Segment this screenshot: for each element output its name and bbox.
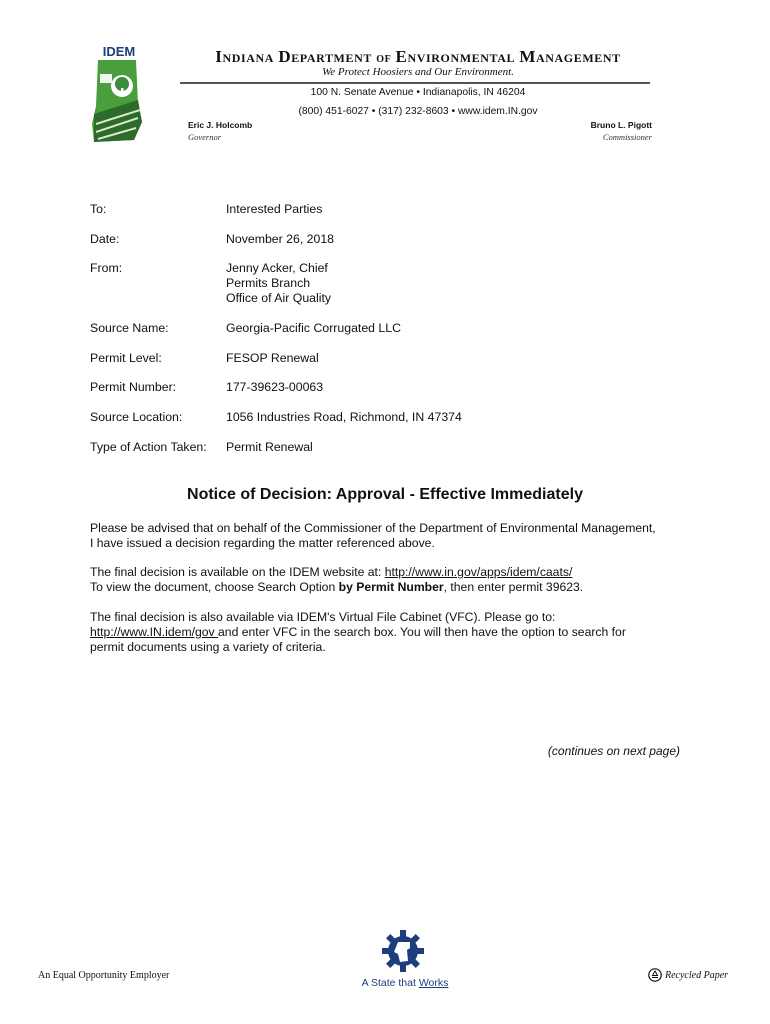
action-value: Permit Renewal	[226, 440, 313, 454]
state-that-works-text	[355, 977, 455, 989]
p2-line-1	[90, 565, 690, 580]
contact-line: (800) 451-6027 • (317) 232-8603 • www.idem.IN.gov	[298, 106, 538, 117]
state-prefix: A State that	[361, 977, 419, 989]
commissioner-role: Commissioner	[602, 132, 652, 142]
permit-level-label: Permit Level:	[90, 351, 162, 365]
source-location-value: 1056 Industries Road, Richmond, IN 47374	[226, 410, 462, 424]
p3-line2-suffix: and enter VFC in the search box. You will then have the option to search for	[218, 625, 626, 639]
p3-line-3: permit documents using a variety of criteria.	[90, 640, 326, 654]
dept-word-5: Management	[519, 47, 621, 66]
p2-line2-prefix: To view the document, choose Search Option	[90, 580, 339, 594]
recycle-icon	[648, 968, 662, 982]
source-location-label: Source Location:	[90, 410, 183, 424]
vfc-link[interactable]: http://www.IN.idem/gov	[90, 625, 219, 639]
continues-note: (continues on next page)	[547, 744, 680, 758]
p2-bold: by Permit Number	[338, 580, 444, 594]
date-label: Date:	[90, 232, 120, 246]
logo-text: IDEM	[102, 44, 136, 59]
equal-opportunity-text: An Equal Opportunity Employer	[38, 970, 170, 981]
governor-name: Eric J. Holcomb	[188, 120, 253, 130]
commissioner-name: Bruno L. Pigott	[590, 120, 652, 130]
caats-link[interactable]: http://www.in.gov/apps/idem/caats/	[384, 565, 573, 579]
permit-number-value: 177-39623-00063	[226, 380, 324, 394]
commissioner-block	[591, 120, 652, 142]
from-label: From:	[90, 261, 123, 275]
paragraph-3	[90, 610, 690, 655]
source-name-label: Source Name:	[90, 321, 169, 335]
recycled-paper	[648, 968, 728, 982]
header-rule	[180, 82, 650, 84]
dept-word-3: of	[376, 50, 392, 66]
p2-line-2	[90, 580, 690, 595]
dept-word-1: Indiana	[215, 47, 275, 66]
governor-block	[188, 120, 252, 142]
recycled-text: Recycled Paper	[665, 969, 729, 981]
dept-word-2: Department	[278, 47, 372, 66]
to-value: Interested Parties	[226, 202, 323, 216]
notice-heading: Notice of Decision: Approval - Effective Immediately	[187, 486, 583, 503]
permit-level-value: FESOP Renewal	[226, 351, 319, 365]
p1-line-2: I have issued a decision regarding the matter referenced above.	[90, 536, 435, 550]
p2-prefix: The final decision is available on the IDEM website at:	[90, 565, 385, 579]
state-gear-logo-icon	[380, 928, 426, 974]
state-works: Works	[418, 977, 449, 989]
idem-logo	[84, 44, 154, 144]
from-line-3: Office of Air Quality	[226, 291, 332, 305]
p3-line-2	[90, 625, 690, 640]
paragraph-1	[90, 521, 690, 551]
p3-line-1: The final decision is also available via IDEM's Virtual File Cabinet (VFC). Please go to:	[90, 610, 556, 624]
source-name-value: Georgia-Pacific Corrugated LLC	[226, 321, 401, 335]
to-label: To:	[90, 202, 107, 216]
p1-line-1: Please be advised that on behalf of the Commissioner of the Department of Environmental Management,	[90, 521, 656, 535]
from-line-1: Jenny Acker, Chief	[226, 261, 328, 275]
department-title	[180, 47, 656, 67]
action-label: Type of Action Taken:	[90, 440, 207, 454]
address: 100 N. Senate Avenue • Indianapolis, IN 46204	[310, 87, 526, 98]
governor-role: Governor	[188, 132, 222, 142]
from-line-2: Permits Branch	[226, 276, 311, 290]
date-value: November 26, 2018	[226, 232, 335, 246]
permit-number-label: Permit Number:	[90, 380, 177, 394]
p2-line2-suffix: , then enter permit 39623.	[443, 580, 584, 594]
motto: We Protect Hoosiers and Our Environment.	[322, 66, 514, 78]
dept-word-4: Environmental	[395, 47, 516, 66]
paragraph-2	[90, 565, 690, 595]
